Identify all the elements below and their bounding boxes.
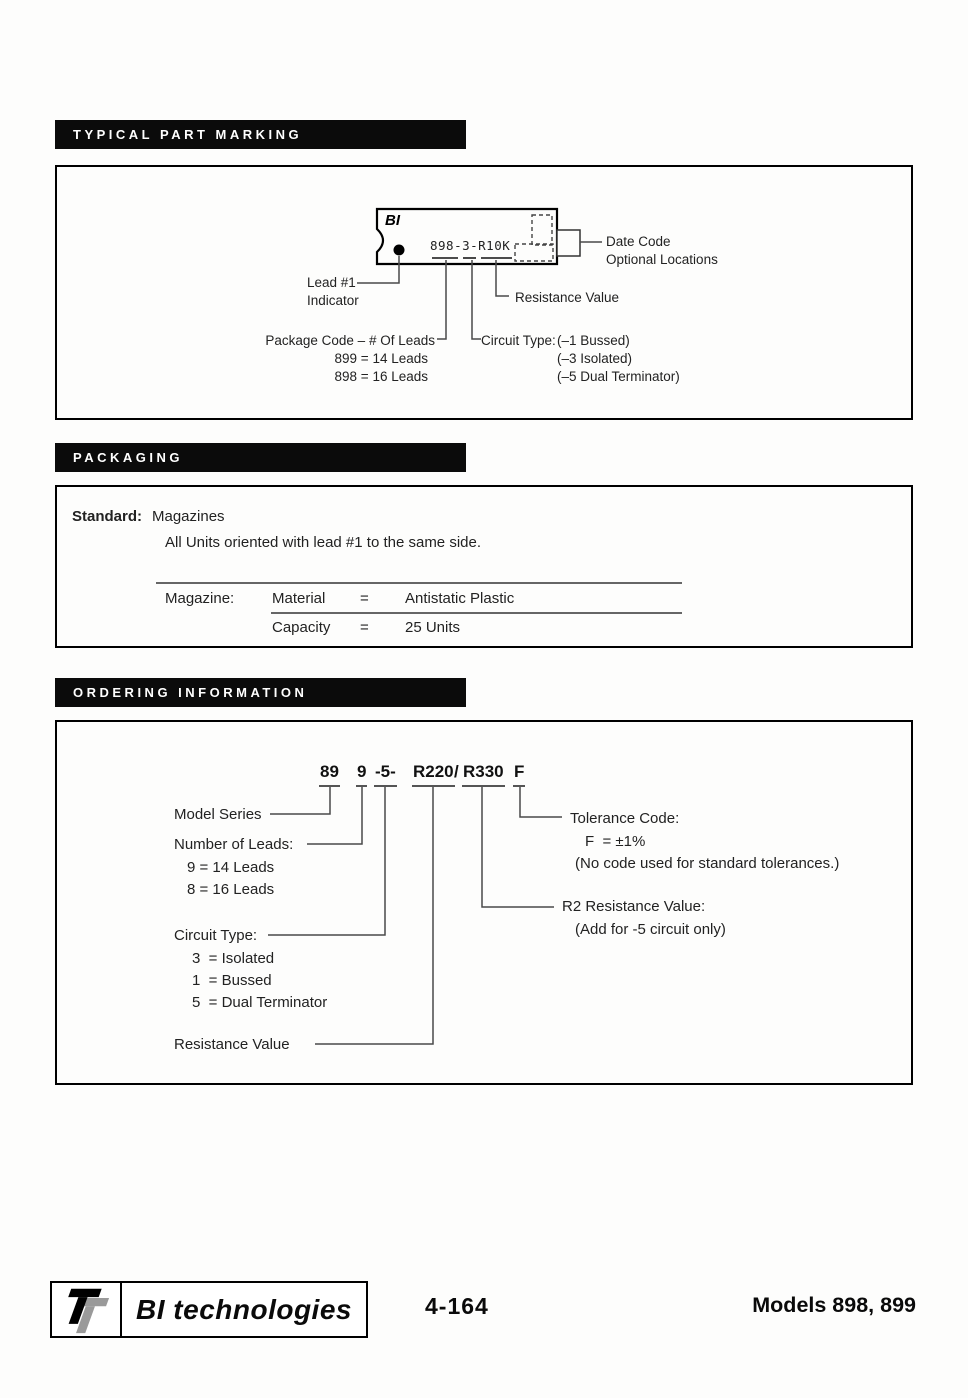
label-circuit-1: 1 = Bussed: [192, 972, 272, 989]
date-code-line2: Optional Locations: [606, 252, 718, 267]
label-r2-resistance-value: R2 Resistance Value:: [562, 898, 706, 915]
section-title: ORDERING INFORMATION: [73, 685, 308, 700]
label-tolerance-value: F = ±1%: [585, 833, 646, 850]
date-code-tab: [557, 230, 580, 256]
magazine-property: Material: [272, 590, 326, 607]
package-diagram: [57, 167, 911, 418]
code-tolerance: F: [513, 762, 525, 787]
code-r2: R330: [462, 762, 505, 787]
table-rule-top: [156, 582, 682, 584]
brand-name: BI technologies: [136, 1293, 352, 1325]
label-tolerance-code: Tolerance Code:: [570, 810, 680, 827]
label-leads-9: 9 = 14 Leads: [187, 859, 275, 876]
label-r2-note: (Add for -5 circuit only): [575, 921, 726, 938]
label-tolerance-note: (No code used for standard tolerances.): [575, 855, 840, 872]
models-label: Models 898, 899: [752, 1293, 916, 1317]
lead1-line1: Lead #1: [307, 275, 356, 290]
label-circuit-5: 5 = Dual Terminator: [192, 994, 328, 1011]
table-rule-mid: [271, 612, 682, 614]
package-brand-mark: BI: [385, 212, 400, 229]
standard-value: Magazines: [152, 508, 225, 525]
orientation-note: All Units oriented with lead #1 to the same side.: [165, 534, 482, 551]
footer-brand-box: [50, 1281, 368, 1338]
label-circuit-dual: (–5 Dual Terminator): [557, 369, 680, 384]
magazine-value: Antistatic Plastic: [405, 590, 515, 607]
code-separator: /: [454, 762, 459, 781]
code-circuit: -5-: [374, 762, 397, 787]
label-circuit-isolated: (–3 Isolated): [557, 351, 633, 366]
section-title: PACKAGING: [73, 450, 183, 465]
label-resistance-value: Resistance Value: [515, 290, 620, 305]
code-leads: 9: [356, 762, 367, 787]
label-model-series: Model Series: [174, 806, 262, 823]
label-leads-8: 8 = 16 Leads: [187, 881, 275, 898]
label-circuit-bussed: (–1 Bussed): [557, 333, 630, 348]
ordering-panel: [55, 720, 913, 1085]
page-number: 4-164: [425, 1293, 489, 1319]
label-package-code-898: 898 = 16 Leads: [334, 369, 428, 384]
equals-sign: =: [360, 619, 369, 636]
label-circuit-3: 3 = Isolated: [192, 950, 275, 967]
part-marking-panel: [55, 165, 913, 420]
logo-cell: [52, 1283, 122, 1336]
lead1-dot: [394, 245, 405, 256]
section-title: TYPICAL PART MARKING: [73, 127, 303, 142]
label-date-code: [606, 233, 718, 269]
date-code-line1: Date Code: [606, 234, 671, 249]
section-bar-typical-part-marking: [55, 120, 466, 149]
label-number-of-leads: Number of Leads:: [174, 836, 294, 853]
label-lead1: [307, 274, 359, 310]
magazine-value: 25 Units: [405, 619, 461, 636]
magazine-label: Magazine:: [165, 590, 235, 607]
equals-sign: =: [360, 590, 369, 607]
section-bar-ordering-information: [55, 678, 466, 707]
standard-label: Standard:: [72, 508, 143, 525]
part-marking-text: 898-3-R10K: [430, 238, 511, 253]
label-circuit-type: Circuit Type:: [481, 333, 556, 348]
package-outline: [377, 209, 557, 264]
label-package-code: Package Code – # Of Leads: [265, 333, 435, 348]
label-circuit-type: Circuit Type:: [174, 927, 258, 944]
magazine-property: Capacity: [272, 619, 331, 636]
label-package-code-899: 899 = 14 Leads: [334, 351, 428, 366]
section-bar-packaging: [55, 443, 466, 472]
code-r1: R220: [412, 762, 455, 787]
label-resistance-value: Resistance Value: [174, 1036, 290, 1053]
tt-logo-icon: [58, 1286, 114, 1334]
lead1-line2: Indicator: [307, 293, 359, 308]
packaging-panel: [55, 485, 913, 648]
code-model-series: 89: [319, 762, 340, 787]
